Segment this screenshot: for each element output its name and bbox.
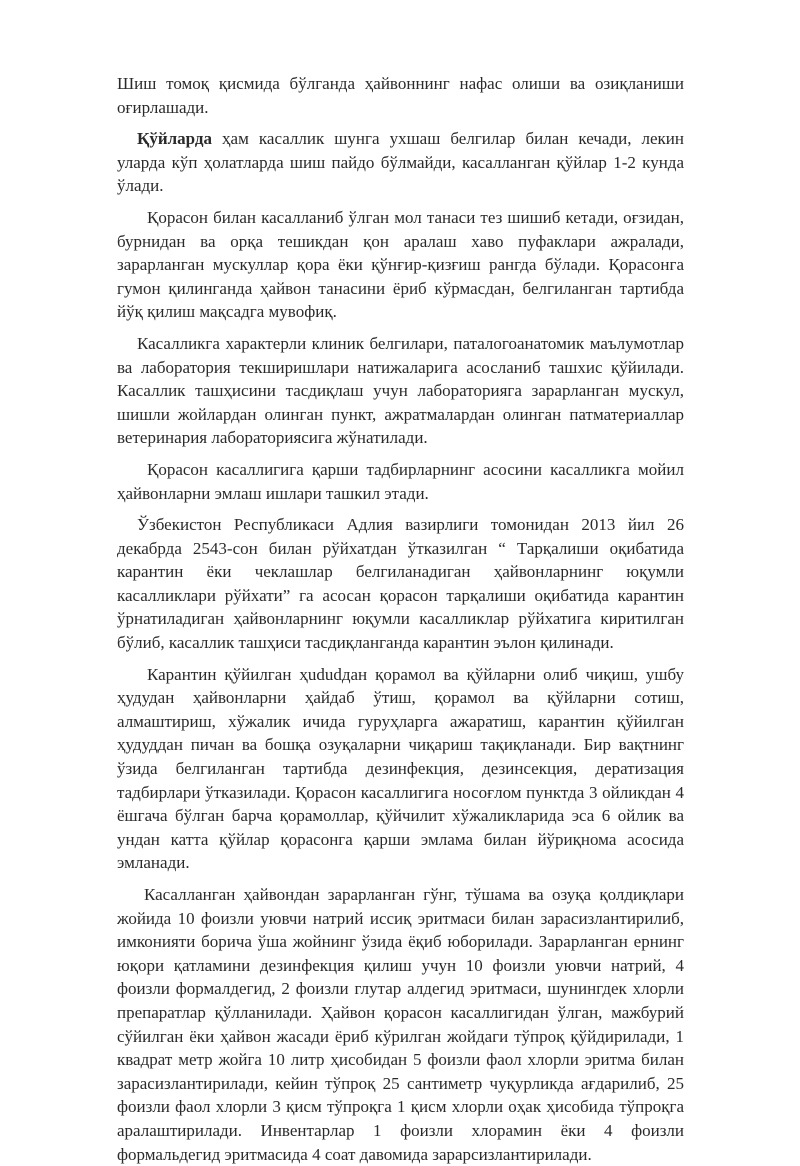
paragraph-1-text: Шиш томоқ қисмида бўлганда ҳайвоннинг нафас олиши ва озиқланиши оғирлашади.: [117, 74, 684, 117]
paragraph-8: [117, 883, 684, 1166]
paragraph-7: [117, 663, 684, 875]
paragraph-2-lead: Қўйларда: [137, 129, 212, 149]
paragraph-1: [117, 72, 684, 119]
paragraph-5: [117, 458, 684, 505]
paragraph-3: [117, 206, 684, 324]
paragraph-8-text: Касалланган ҳайвондан зарарланган гўнг, тўшама ва озуқа қолдиқлари жойида 10 фоизли уювчи натрий иссиқ эритмаси билан зарасизлантирилиб, имконияти борича ўша жойнинг ўзида ёқиб юборилади. Зарарланган ернинг юқори қатламини дезинфекция қилиш учун 10 фоизли уювчи натрий, 4 фоизли формалдегид, 2 фоизли глутар алдегид эритмаси, шунингдек хлорли препаратлар қўлланилади. Ҳайвон қорасон касаллигидан ўлган, мажбурий сўйилган ёки ҳайвон жасади ёриб кўрилган жойдаги тўпроқ қўйдирилади, 1 квадрат метр жойга 10 литр ҳисобидан 5 фоизли фаол хлорли эритма билан зарасизлантирилади, кейин тўпроқ 25 сантиметр чуқурликда ағдарилиб, 25 фоизли фаол хлорли 3 қисм тўпроқга 1 қисм хлорли оҳак ҳисобида тўпроқга аралаштирилади. Инвентарлар 1 фоизли хлорамин ёки 4 фоизли формальдегид эритмасида 4 соат давомида зарарсизлантирилади.: [117, 885, 684, 1164]
paragraph-2: [117, 127, 684, 198]
paragraph-4-text: Касалликга характерли клиник белгилари, паталогоанатомик маълумотлар ва лаборатория текширишлари натижаларига асосланиб ташхис қўйилади. Касаллик ташҳисини тасдиқлаш учун лабораторияга зарарланган мускул, шишли жойлардан олинган пункт, ажратмалардан олинган патматериаллар ветеринария лабораториясига жўнатилади.: [117, 333, 684, 448]
paragraph-3-text: Қорасон билан касалланиб ўлган мол танаси тез шишиб кетади, оғзидан, бурнидан ва орқа тешикдан қон аралаш хаво пуфаклари ажралади, зарарланган мускуллар қора ёки қўнғир-қизғиш рангда бўлади. Қорасонга гумон қилинганда ҳайвон танасини ёриб кўрмасдан, белгиланган тартибда йўқ қилиш мақсадга мувофиқ.: [117, 207, 684, 322]
paragraph-2-text: ҳам касаллик шунга ухшаш белгилар билан кечади, лекин уларда кўп ҳолатларда шиш пайдо бўлмайди, касалланган қўйлар 1-2 кунда ўлади.: [117, 129, 684, 196]
paragraph-5-text: Қорасон касаллигига қарши тадбирларнинг асосини касалликга мойил ҳайвонларни эмлаш ишлари ташкил этади.: [117, 459, 684, 503]
paragraph-4: [117, 332, 684, 450]
paragraph-7-text: Карантин қўйилган ҳududдан қорамол ва қўйларни олиб чиқиш, ушбу ҳудудан ҳайвонларни ҳайдаб ўтиш, қорамол ва қўйларни сотиш, алмаштириш, хўжалик ичида гуруҳларга ажаратиш, карантин қўйилган ҳудуддан пичан ва бошқа озуқаларни чиқариш тақиқланади. Бир вақтнинг ўзида белгиланган тартибда дезинфекция, дезинсекция, дератизация тадбирлари ўтказилади. Қорасон касаллигига носоғлом пунктда 3 ойликдан 4 ёшгача бўлган барча қорамоллар, қўйчилит хўжаликларида эса 6 ойлик ва ундан катта қўйлар қорасонга қарши эмлама билан йўриқнома асосида эмланади.: [117, 664, 684, 873]
paragraph-6: [117, 513, 684, 655]
paragraph-6-text: Ўзбекистон Республикаси Адлия вазирлиги томонидан 2013 йил 26 декабрда 2543-сон билан рўйхатдан ўтказилган “ Тарқалиши оқибатида карантин ёки чеклашлар белгиланадиган ҳайвонларнинг юқумли касалликлари рўйхати” га асосан қорасон тарқалиши оқибатида карантин ўрнатиладиган ҳайвонларнинг юқумли касалликлар рўйхатига киритилган бўлиб, касаллик ташҳиси тасдиқланганда карантин эълон қилинади.: [117, 515, 684, 653]
